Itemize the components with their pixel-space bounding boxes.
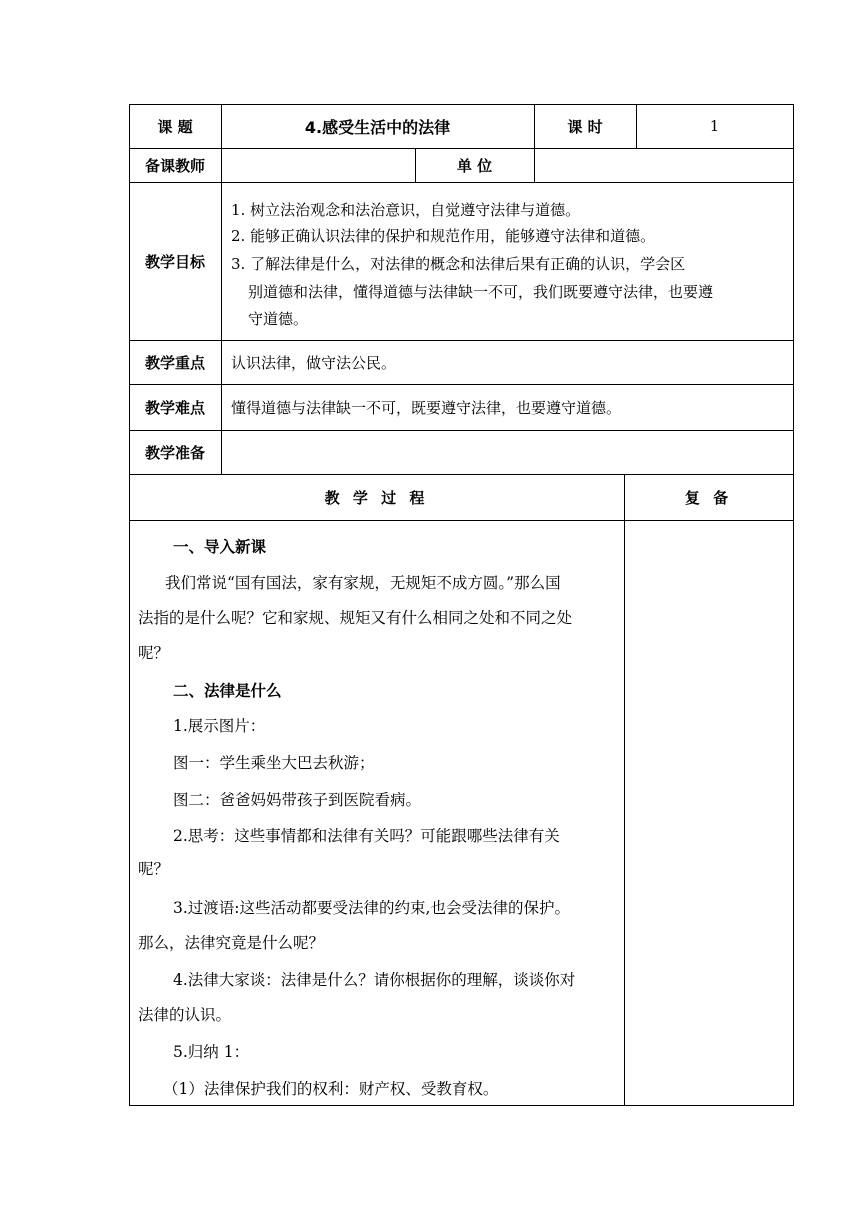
process-line: 图二：爸爸妈妈带孩子到医院看病。 xyxy=(173,791,422,809)
objective-line: 别道德和法律，懂得道德与法律缺一不可，我们既要遵守法律，也要遵 xyxy=(248,283,714,301)
process-line: 呢？ xyxy=(138,860,170,878)
process-line: 我们常说“国有国法，家有家规，无规矩不成方圆。”那么国 xyxy=(165,574,561,592)
teacher-label: 备课教师 xyxy=(144,156,205,175)
key-points-label: 教学重点 xyxy=(144,353,205,372)
process-line: 5.归纳 1： xyxy=(173,1043,250,1061)
key-points-value: 认识法律，做守法公民。 xyxy=(231,353,397,372)
process-line: 那么，法律究竟是什么呢？ xyxy=(138,934,325,952)
unit-value xyxy=(534,148,793,182)
review-header: 复 备 xyxy=(684,488,733,507)
process-review-divider xyxy=(624,474,625,1105)
process-line: 图一：学生乘坐大巴去秋游； xyxy=(173,754,375,772)
objective-line: 3. 了解法律是什么，对法律的概念和法律后果有正确的认识，学会区 xyxy=(231,255,686,273)
section-heading: 二、法律是什么 xyxy=(173,682,282,700)
row-divider xyxy=(129,520,794,521)
row-divider xyxy=(129,182,794,183)
objective-line: 2. 能够正确认识法律的保护和规范作用，能够遵守法律和道德。 xyxy=(231,227,656,245)
topic-value: 4.感受生活中的法律 xyxy=(304,117,451,137)
process-line: 1.展示图片： xyxy=(173,717,266,735)
process-line: 法指的是什么呢？它和家规、规矩又有什么相同之处和不同之处 xyxy=(138,609,573,627)
process-line: （1）法律保护我们的权利：财产权、受教育权。 xyxy=(163,1080,499,1098)
topic-label: 课 题 xyxy=(157,117,193,136)
process-line: 法律的认识。 xyxy=(138,1006,232,1024)
period-value: 1 xyxy=(709,117,720,135)
table-border-bottom xyxy=(129,1105,794,1106)
period-label: 课 时 xyxy=(567,117,603,136)
unit-label: 单 位 xyxy=(456,156,493,175)
difficulties-value: 懂得道德与法律缺一不可，既要遵守法律，也要遵守道德。 xyxy=(231,398,622,417)
objectives-label: 教学目标 xyxy=(144,252,205,271)
difficulties-label: 教学难点 xyxy=(144,398,205,417)
process-line: 2.思考：这些事情都和法律有关吗？可能跟哪些法律有关 xyxy=(173,827,560,845)
teacher-value xyxy=(221,148,415,182)
process-line: 4.法律大家谈：法律是什么？请你根据你的理解，谈谈你对 xyxy=(173,971,576,989)
objective-line: 1. 树立法治观念和法治意识，自觉遵守法律与道德。 xyxy=(231,201,581,219)
preparation-value xyxy=(231,430,786,474)
table-border-right xyxy=(793,104,794,1105)
process-line: 呢？ xyxy=(138,644,170,662)
section-heading: 一、导入新课 xyxy=(173,538,267,556)
objective-line: 守道德。 xyxy=(248,310,309,328)
preparation-label: 教学准备 xyxy=(144,443,205,462)
process-header: 教 学 过 程 xyxy=(324,488,429,507)
process-line: 3.过渡语:这些活动都要受法律的约束,也会受法律的保护。 xyxy=(173,899,570,917)
